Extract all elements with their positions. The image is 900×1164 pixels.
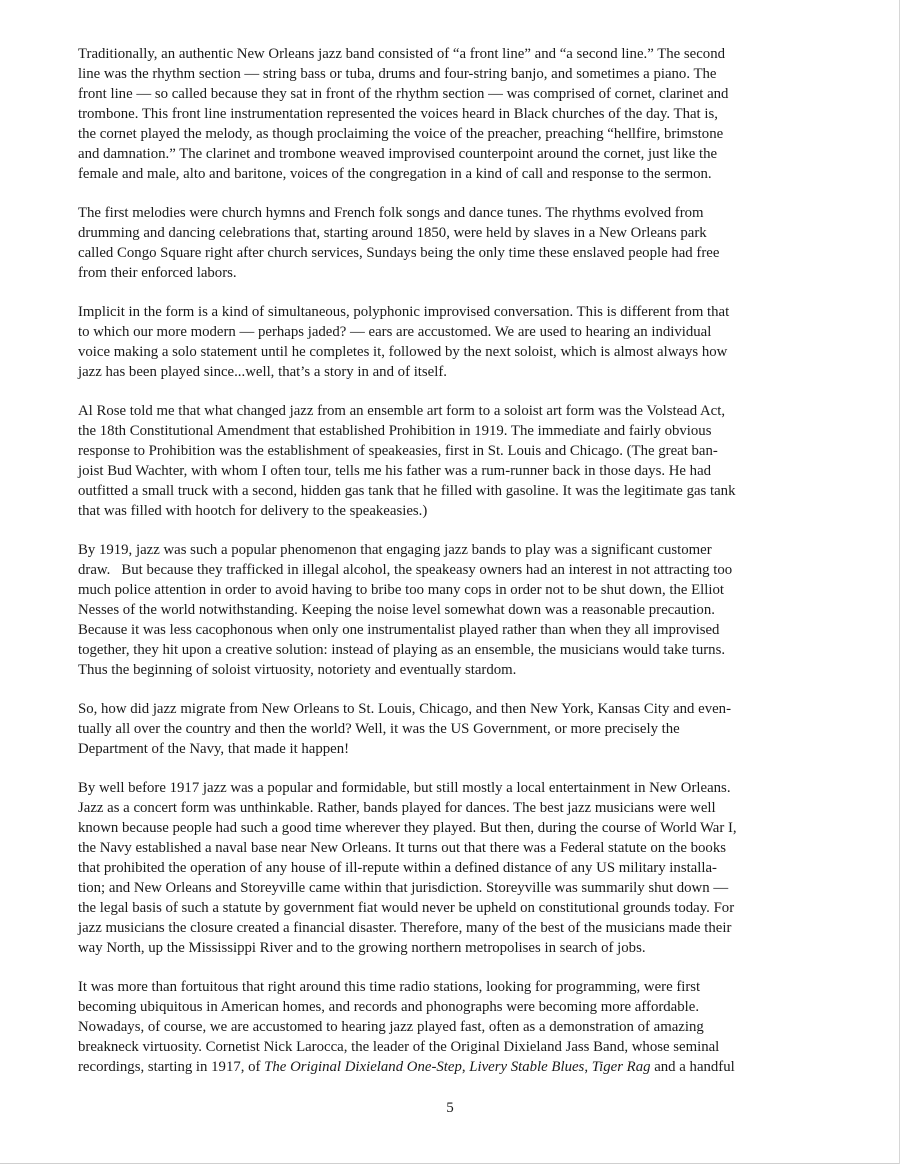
text-line: Nowadays, of course, we are accustomed to hearing jazz played fast, often as a demonstration of amazing [78, 1019, 704, 1035]
text-line: female and male, alto and baritone, voices of the congregation in a kind of call and response to the sermon. [78, 166, 712, 182]
text-line: front line — so called because they sat in front of the rhythm section — was comprised of cornet, clarinet and [78, 86, 729, 102]
text-line: Thus the beginning of soloist virtuosity, notoriety and eventually stardom. [78, 662, 517, 678]
text-line: response to Prohibition was the establishment of speakeasies, first in St. Louis and Chicago. (The great ban- [78, 443, 718, 459]
text-line: to which our more modern — perhaps jaded? — ears are accustomed. We are used to hearing an individual [78, 324, 712, 340]
text-line: tion; and New Orleans and Storeyville came within that jurisdiction. Storeyville was summarily shut down — [78, 880, 729, 896]
text-line: and damnation.” The clarinet and trombone weaved improvised counterpoint around the cornet, just like the [78, 146, 718, 162]
text-line: trombone. This front line instrumentation represented the voices heard in Black churches of the day. That is, [78, 106, 718, 122]
text-line: jazz musicians the closure created a financial disaster. Therefore, many of the best of the musicians made their [78, 920, 732, 936]
text-line: Traditionally, an authentic New Orleans jazz band consisted of “a front line” and “a second line.” The second [78, 46, 726, 62]
text-fragment: , [584, 1059, 592, 1075]
text-line: Department of the Navy, that made it happen! [78, 741, 350, 757]
paragraph [78, 401, 826, 521]
paragraph [78, 302, 826, 382]
paragraph [78, 540, 826, 680]
text-line: together, they hit upon a creative solution: instead of playing as an ensemble, the musicians would take turns. [78, 642, 726, 658]
text-line: tually all over the country and then the world? Well, it was the US Government, or more precisely the [78, 721, 680, 737]
text-line: Implicit in the form is a kind of simultaneous, polyphonic improvised conversation. This is different from that [78, 304, 730, 320]
paragraph [78, 203, 826, 283]
paragraph [78, 778, 826, 958]
text-line: jazz has been played since...well, that’s a story in and of itself. [78, 364, 447, 380]
text-line [78, 1057, 826, 1077]
paragraph [78, 977, 826, 1077]
text-line: way North, up the Mississippi River and to the growing northern metropolises in search of jobs. [78, 940, 646, 956]
text-line: Because it was less cacophonous when only one instrumentalist played rather than when they all improvised [78, 622, 720, 638]
text-fragment: recordings, starting in 1917, of [78, 1059, 265, 1075]
paragraph [78, 44, 826, 184]
text-line: Nesses of the world notwithstanding. Keeping the noise level somewhat down was a reasonable precaution. [78, 602, 715, 618]
text-line: breakneck virtuosity. Cornetist Nick Larocca, the leader of the Original Dixieland Jass Band, whose seminal [78, 1039, 720, 1055]
text-line: from their enforced labors. [78, 265, 237, 281]
paragraph [78, 699, 826, 759]
text-line: that was filled with hootch for delivery to the speakeasies.) [78, 503, 428, 519]
text-line: called Congo Square right after church services, Sundays being the only time these enslaved people had free [78, 245, 720, 261]
recording-title: Tiger Rag [591, 1059, 651, 1075]
document-page [78, 44, 826, 1096]
text-line: joist Bud Wachter, with whom I often tour, tells me his father was a rum-runner back in those days. He had [78, 463, 712, 479]
text-line: the Navy established a naval base near New Orleans. It turns out that there was a Federal statute on the books [78, 840, 726, 856]
text-line: So, how did jazz migrate from New Orleans to St. Louis, Chicago, and then New York, Kansas City and even- [78, 701, 731, 717]
text-line: known because people had such a good time wherever they played. But then, during the course of World War I, [78, 820, 737, 836]
text-line: becoming ubiquitous in American homes, and records and phonographs were becoming more affordable. [78, 999, 700, 1015]
text-line: the 18th Constitutional Amendment that established Prohibition in 1919. The immediate and fairly obvious [78, 423, 712, 439]
recording-title: Livery Stable Blues [469, 1059, 585, 1075]
text-line: much police attention in order to avoid having to bribe too many cops in order not to be shut down, the Elliot [78, 582, 725, 598]
text-fragment: , [461, 1059, 470, 1075]
text-line: Jazz as a concert form was unthinkable. Rather, bands played for dances. The best jazz musicians were well [78, 800, 716, 816]
text-line: Al Rose told me that what changed jazz from an ensemble art form to a soloist art form was the Volstead Act, [78, 403, 726, 419]
recording-title: The Original Dixieland One-Step [264, 1059, 462, 1075]
text-line: By well before 1917 jazz was a popular and formidable, but still mostly a local entertainment in New Orleans. [78, 780, 731, 796]
text-line: line was the rhythm section — string bass or tuba, drums and four-string banjo, and sometimes a piano. The [78, 66, 717, 82]
text-line: draw. But because they trafficked in illegal alcohol, the speakeasy owners had an interest in not attracting too [78, 562, 733, 578]
page-number: 5 [446, 1100, 454, 1116]
text-line: drumming and dancing celebrations that, starting around 1850, were held by slaves in a New Orleans park [78, 225, 707, 241]
text-line: outfitted a small truck with a second, hidden gas tank that he filled with gasoline. It was the legitimate gas tank [78, 483, 736, 499]
text-fragment: and a handful [650, 1059, 735, 1075]
text-line: that prohibited the operation of any house of ill-repute within a defined distance of any US military installa- [78, 860, 717, 876]
text-line: voice making a solo statement until he completes it, followed by the next soloist, which is almost always how [78, 344, 728, 360]
text-line: The first melodies were church hymns and French folk songs and dance tunes. The rhythms evolved from [78, 205, 704, 221]
text-line: It was more than fortuitous that right around this time radio stations, looking for programming, were first [78, 979, 701, 995]
body-text [78, 44, 826, 1077]
text-line: By 1919, jazz was such a popular phenomenon that engaging jazz bands to play was a significant customer [78, 542, 712, 558]
text-line: the cornet played the melody, as though proclaiming the voice of the preacher, preaching “hellfire, brimstone [78, 126, 724, 142]
text-line: the legal basis of such a statute by government fiat would never be upheld on constitutional grounds today. For [78, 900, 735, 916]
